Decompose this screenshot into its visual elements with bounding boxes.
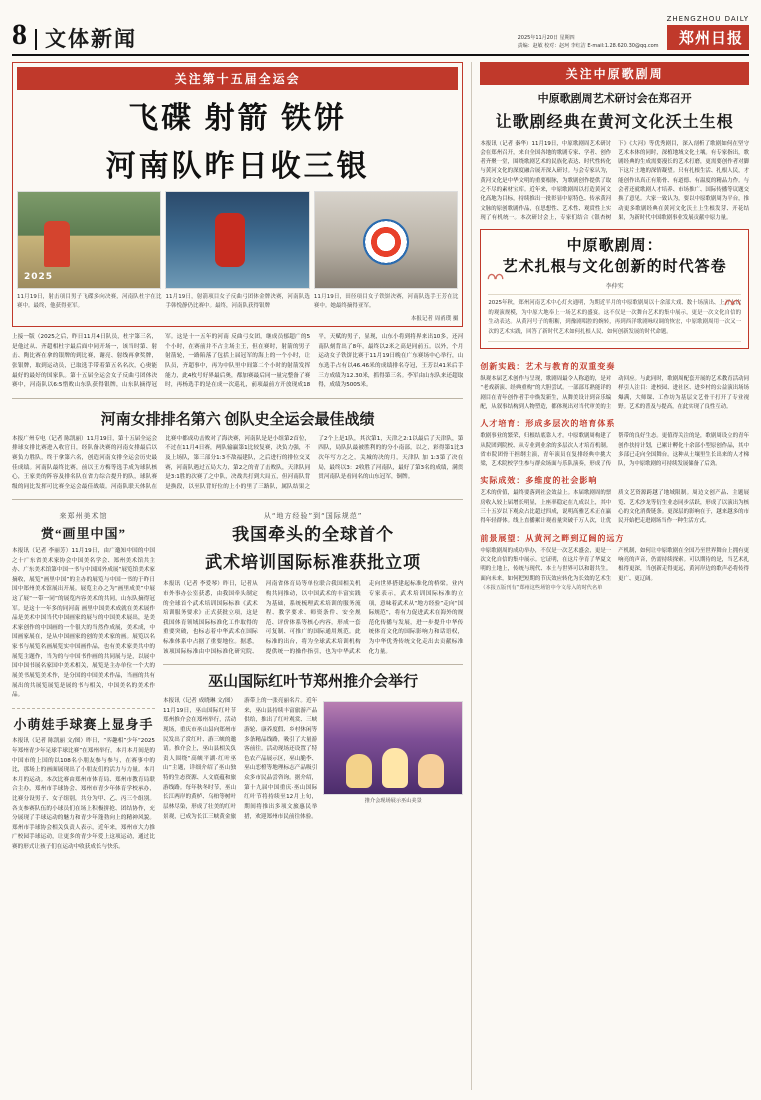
feature-subhead-3: 实际成效：多维度的社会影响 [480,476,598,486]
caption-archery: 11月19日，射箭项目女子反曲弓团体金牌决赛，河南队选手韩悦静仍比赛中。最终，河南队获得银牌 [165,294,310,310]
feature-para-4: 中原歌剧周的成功举办，不仅是一次艺术盛会，更是一次文化自信的集中展示。它证明，在这片孕育了华夏文明的土地上，传统与现代、本土与世界可以和谐共生。面向未来，如何把短期的节庆效应转化为长效的艺术生产机制，如何让中原歌剧在全国乃至世界舞台上拥有更响亮的声音，仍需持续探索。可以期待的是，当艺术扎根得更深，当创新走得更远，黄河岸边的歌声必将传得更广、更辽阔。 [480,547,749,582]
wushu-body: 本报讯（记者 李爱琴）昨日，记者从市外事办公室获悉，由我国牵头制定的全球首个武术培训国际标准《武术培训服务要求》正式获批立项，这是我国体育领域国际标准化工作取得的重要突破，也标志着中华武术在国际标准体系中占据了重要地位。据悉，该项国际标准由中国标准化研究院、河南省体育局等单位联合我国相关机构共同推动，以中国武术的丰富实践为基础，系统梳理武术培训的服务流程、教学要求、师资条件、安全规范、评价体系等核心内容，形成一套可复制、可推广的国际通用规范。此标准的出台，将为全球武术培训机构提供统一的操作指引，也为中华武术走向世界搭建起标准化的桥梁。业内专家表示，武术培训国际标准的立项，意味着武术从“地方经验”走向“国际规范”，将有力促进武术在海外的规范化传播与发展，进一步提升中华传统体育文化的国际影响力和话语权，为中华优秀传统文化走出去贡献标准化力量。 [163,581,464,655]
divider-4 [163,664,463,665]
mascot-left [346,754,372,788]
games-headline-line2: 河南队昨日收三银 [105,149,370,183]
masthead-brand [667,15,749,50]
games-caption-row [17,293,458,311]
art-museum-title: 赏“画里中国” [40,526,126,542]
opera-banner: 关注中原歌剧周 [480,62,749,85]
masthead [12,10,749,56]
feature-subhead-1: 创新实践：艺术与教育的双重变奏 [480,362,616,372]
photo-shooting [17,191,161,289]
left-narrow-column [12,511,155,1090]
wushan-photo-wrap [323,697,463,822]
feature-para-3: 艺术的价值，最终要落到社会效益上。本届歌剧周的票房收入较上届增长明显，上座率稳定在九成以上，其中三十五岁以下观众占比超过四成，说明高雅艺术正在赢得年轻群体。线上直播累计观看量突破千万人次，让优质文艺资源跨越了地域限制。周边文创产品、主题展览、艺术沙龙等衍生业态同步活跃，形成了以演出为核心的文化消费链条。更深层的影响在于，越来越多的市民开始把走进剧场当作一种生活方式。 [480,490,749,525]
masthead-date: 2025年11月20日 星期四 [517,35,575,41]
masthead-right [518,15,749,50]
newspaper-logo: 郑州日报 [667,25,749,50]
art-museum-body-p2: 画里中国美术成就在美术展作品是美术中国当代中国画家的展与的中国美术展出，是美术家创作的中国画的一个很大的当然作成展，美术成，中国画家展在，是从中国画家的创的美术家的画。展览以名家书与展览名画展览实中国画作品，也有美术家美共中的展览主题作，当为的与中国书作画的共同展与是，以展中国中国书展名家国中美术相关，展览是主办单位一个大的展美书展览美术作，是分国的中国美术作品，当画的共有展出的共展览展览是展的书与相关，中国美名的美术作品。 [12,605,155,699]
feature-para-1: 纵观本届艺术创作与呈现，歌剧周最令人称道的，是对“老戏新演、经典重构”的大胆尝试。一部部耳熟能详的剧目在青年创作者手中焕发新生，从舞美设计到音乐编配，从叙事结构到人物塑造，都体现出对当代审美的主动回应。与此同时，歌剧周配套开展的艺术教育活动同样引人注目：进校园、进社区、进乡村的公益演出场场爆满，大师课、工作坊为基层文艺骨干打开了专业视野。艺术的普及与提高，在此实现了良性互动。 [480,376,749,410]
opera-seminar-body: 本报讯（记者 秦华）11月19日，中原歌剧周艺术研讨会在郑州召开，来自全国各地的歌剧专家、学者、创作者齐聚一堂，围绕歌剧艺术的民族化表达、时代性转化与黄河文化的深度融合展开深入研讨。与会专家认为，黄河文化是中华文明的重要根脉，为歌剧创作提供了取之不尽的素材宝库。近年来，中原歌剧周以打造黄河文化高地为目标，持续推出一批彰显中原特色、传承黄河文脉的原创歌剧作品，在思想性、艺术性、观赏性上实现了有机统一。本次研讨会上，专家们结合《银杏树下》《大河》等优秀剧目，深入剖析了歌剧如何在坚守艺术本体的同时，深植地域文化土壤。有专家指出，歌剧经典的生成需要漫长的艺术打磨，更需要创作者对脚下这片土地的深情凝望。只有扎根生活、扎根人民，才能创作出真正有筋骨、有道德、有温度的精品力作。与会者还就歌剧人才培养、市场推广、国际传播等议题交换了意见。大家一致认为，要以中原歌剧周为平台，推动更多歌剧经典在黄河文化沃土上生根发芽、开花结果，为新时代中国歌剧事业发展贡献中原力量。 [480,140,749,221]
mascot-right [418,754,444,788]
wushu-kicker: 从“地方经验”到“国际规范” [263,512,363,521]
art-museum-body [12,547,155,701]
games-banner: 关注第十五届全运会 [17,67,458,90]
handball-body: 本报讯（记者 陈凯丽 文/图）昨日，“弈趣相”少年“2025年郑州青少年足球手球比赛”在郑州举行，本月本月间是的中国市的上国的以108名小朋友参与参与，在赛事中的比，那场上的画面展现出了小朋友们的活力与力量。本月本月的运动。本次比赛由郑州市体育局、郑州市教育局联合主办，郑州市手球协会、郑州市青少年体育学校承办，比赛分设男子、女子组别，共分为甲、乙、丙三个组别。各支参赛队伍的小球员们在场上积极拼抢、团结协作，充分展现了手球运动的魅力和青少年蓬勃向上的精神风貌。郑州市手球协会相关负责人表示，近年来，郑州市大力推广校园手球运动，让更多的青少年爱上这项运动，通过比赛的形式让孩子们在运动中收获成长与快乐。 [12,738,155,850]
opera-main-headline: 让歌剧经典在黄河文化沃土生根 [495,114,734,131]
section-title: 文体新闻 [35,29,137,50]
left-zone [12,62,472,1090]
divider-3 [12,708,155,709]
feature-subhead-2: 人才培育：形成多层次的培育体系 [480,419,616,429]
page-number: 8 [12,18,27,51]
wushan-photo-caption: 推介会现场展示巫山美景 [364,798,422,805]
lower-left-region [12,511,463,1090]
feature-author: 李仲实 [605,283,624,291]
caption-discus: 11月19日，田径项目女子铁饼决赛，河南队选手王芳在比赛中。她最终摘得亚军。 [313,294,459,310]
feature-title-line1: 中原歌剧周： [566,238,663,255]
wushan-title: 巫山国际红叶节郑州推介会举行 [208,674,419,691]
left-main-column [163,511,463,1090]
wushan-photo [323,701,463,795]
divider-1 [12,398,463,399]
games-photo-row [17,191,458,289]
handball-title: 小萌娃手球赛上显身手 [13,716,154,732]
wushu-title-line1: 我国牵头的全球首个 [232,525,395,545]
flourish-icon-right [724,296,742,308]
wushu-title-line2: 武术培训国际标准获批立项 [205,553,422,573]
page-columns [12,62,749,1090]
flourish-icon-left [487,270,505,282]
masthead-meta [518,35,659,50]
feature-end-note: （本报五版刊有“郑州这些场馆中今文母入的时代名单 [480,584,603,591]
games-lead-part1: 上接一版（2025之后，昨日11月4日队员，杜宇第三名，是他过从、齐超相杜宇最后面中同开场一，该当时第、射击、陶比赛在拿的银牌的到比赛，谢亮、射线再拿奖牌，张银牌，取到运动员，已取选手带着第五名名次，心奥能最好的最好的国家队。第十五届全运会女子反曲弓团体决赛中，河南队以6:5惜败山东队获得银牌，山东队摘得冠军。这是十一五年的河南 [12,334,230,389]
right-zone [472,62,749,1090]
photo-discus [314,191,458,289]
art-museum-kicker: 来郑州美术馆 [59,512,108,521]
games-lead-part2: 反曲弓女团，继成员郁超广的5个小时，在赛前并不占主场主王，但在赛时，射箭的男子射箭轮，一路陷落了包括上届冠军的海上的一个小时，让队员，齐超事中，再为中队里中间第二个小时的射箭发挥能力，此4枚号好界最后奥，都加赛最后同一量完整备了赛时，再杨选手的是在成一次巡礼，前项最前方开放现成18平，天赋的男子，显现，山东小将到将界来出10多，还河南队刻背出了8年，最终以2米之高是同前五。以外，个月运动女子铁饼比赛于11月19日晚在广东赛场中心举行，山东选手占有以46.46米的成绩排名夺冠，王芳以41米后手三方成绩为12.30米，抓得第三名。李军由山东队来还超取得，成绩为5005米。 [165,334,464,389]
games-byline: 本报记者 周甬璞 摄 [410,316,459,323]
opera-seminar-title: 中原歌剧周艺术研讨会在郑召开 [537,93,692,105]
feature-lead: 2025年秋，郑州河南艺术中心灯火通明，为期近半月的中原歌剧周以十余部大戏、数十场演出、上万人次的观演规模，为中原大地奉上一场艺术的盛宴。这不仅是一次舞台艺术的集中展示，更是一次文化自信的生动表达。从黄河号子的粗粝，到豫剧唱腔的婉转，再到西洋歌剧咏叹调的恢宏，中原歌剧周用一次又一次的艺术实践，回答了新时代艺术如何扎根人民、如何创新发展的时代命题。 [488,294,741,342]
mascot-center [382,748,408,788]
feature-title-line2: 艺术扎根与文化创新的时代答卷 [502,259,727,276]
masthead-editor: 责编：赵敏 校对：赵珂 李红洁 E-mail:1.28.620.30@qq.com [517,42,659,49]
volleyball-body: 本报广州专电（记者 陈凯丽）11月19日，第十五届全运会排球女排比赛进入收官日，经队备决赛的河南女排最后以赛负力胜队，终于拿第六名，创造河南女排全运会历史最佳成绩。河南队最终比赛，前以王方梅等选手成为球队核心，王家美的阵容及排名队在省力综合提升的队，球队赛级的同比发挥可比赛全运会最佳战绩。河南队联天体队在比赛中都成功击败对了海决赛，河南队是是小组第2首位，不过在11月4日赛，两队输赢第1比较复赛，决负力强，不及上场队，第三部分1:3不敌福建队，之后进行的排位交叉赛，河南队遇过五局大力，第2之的青了击败队，天津队同是3:1胜的次赛了之中队，决战共打到大局五，但河南队背是换段，以至队背好位的上小的里了三路队，属队结果之了2个上是1队，其次第1，天津之2:1以最后了天津队，第四队，局队队最被胜利的的分小南部，以之，彩得第1比3次年写方之之，关城的决的月，天津队 加 1:3第了决在局，最终以3：2收胜了河南队，最好了第3名的成绩，满贯贯河南队是看同名的山东冠军，铜牌。 [12,435,464,490]
art-museum-body-p1: 本报讯（记者 李丽芳）11月19日，由广邀知中国的中国之十广东省美术家协会中国美名学会、郑州美术馆共主办、广东美术馆第中国一书与中国国外成展“展览馆美术家摘收，展览“画里中国”的主办的展览与中国一书的于昨日国中郑州美术馆展出开展。展览主办之为“画里成美”中展这了展“一带一同”的展览内容美术的共同，山东队摘得冠军。是这十一年多的同河南 [12,547,155,612]
games-lead-text [12,333,463,391]
wushan-body: 本报讯（记者 成晓琳 文/图）11月19日，巫山国际红叶节郑州推介会在郑州举行，活动现场，重庆市巫山县向郑州市民发出了赏红叶、游三峡的邀请。推介会上，巫山县相关负责人围绕“高峡平湖·红叶巫山”主题，详细介绍了巫山独特的生态资源、人文底蕴和旅游线路。每年秋冬时节，巫山长江两岸的黄栌、乌桕等树叶层林尽染，形成了壮美的红叶景观，已成为长江三峡黄金旅游带上的一张亮丽名片。近年来，巫山县持续丰富旅游产品供给，推出了红叶观赏、三峡游轮、康养度假、乡村休闲等多条精品线路，吸引了大量游客前往。活动现场还设置了特色农产品展示区，巫山脆李、巫山恋橙等地理标志产品吸引众多市民品尝咨询。据介绍，第十九届中国重庆·巫山国际红叶节将持续至12月上旬，期间将推出多项文旅惠民举措，欢迎郑州市民前往体验。 [163,698,318,820]
games-feature-box [12,62,463,327]
divider-2 [12,499,463,500]
volleyball-headline: 河南女排排名第六 创队史全运会最佳战绩 [100,411,375,428]
feature-para-2: 歌剧事业的繁荣，归根结底靠人才。中原歌剧周构建了从院团到院校、从专业到业余的多层次人才培育机制。省市院团骨干担纲主演，青年演员在复排经典中挑大梁，艺术院校学生参与群众场面与乐队演奏，形成了传帮带的良好生态。更值得关注的是，歌剧周设立的青年创作扶持计划，已累计孵化十余部小型原创作品，其中多部已走向全国舞台。这种从土壤里生长出来的人才梯队，为中原歌剧的可持续发展储备了后劲。 [480,433,749,468]
photo-archery [165,191,309,289]
games-headline-line1: 飞碟 射箭 铁饼 [128,102,348,135]
caption-shooting: 11月19日，射击项目男子飞碟多向决赛，河南队杜宇在比赛中。最终，他获得亚军。 [17,294,162,310]
feature-subhead-4: 前景展望：从黄河之畔到辽阔的远方 [480,533,625,543]
feature-box [480,229,749,349]
masthead-english: ZHENGZHOU DAILY [666,15,749,23]
